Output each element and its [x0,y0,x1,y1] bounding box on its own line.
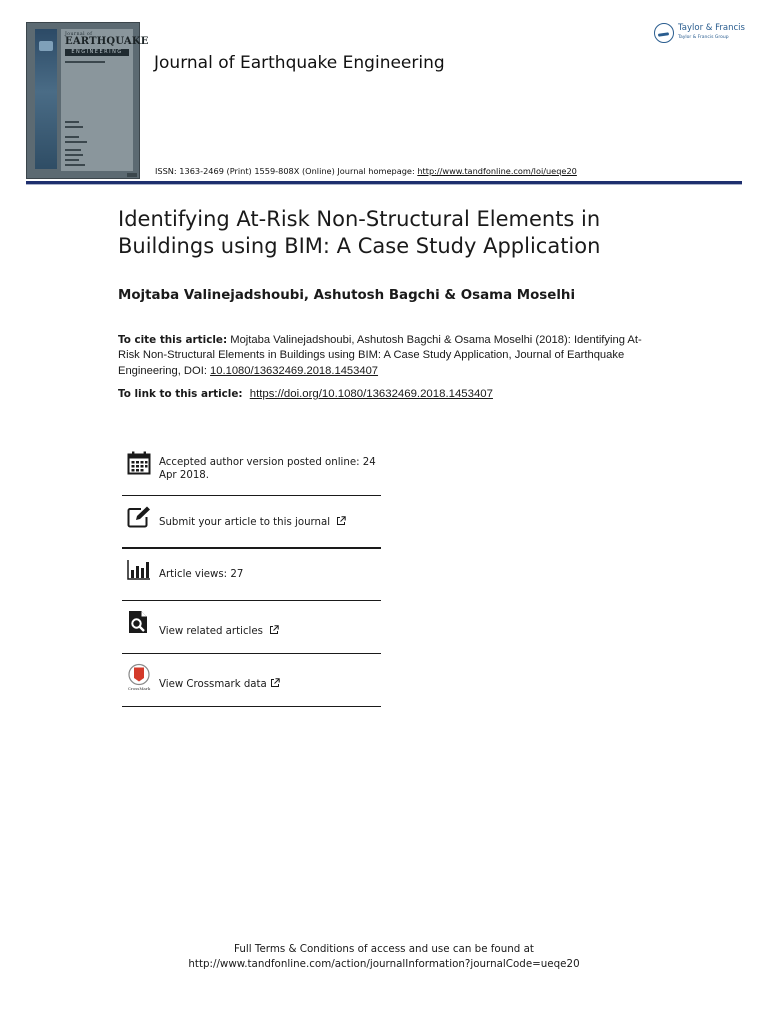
article-link-line [118,388,493,400]
cite-text: Mojtaba Valinejadshoubi, Ashutosh Bagchi & Osama Moselhi (2018): Identifying At-Risk Non-Structural Elements in Buildings using BIM: A Case Study Application, Journal of Earthquake Engineering, DOI: [118,334,642,377]
article-doi-link[interactable]: https://doi.org/10.1080/13632469.2018.1453407 [249,388,493,400]
edit-icon [127,505,151,529]
footer-terms-line1: Full Terms & Conditions of access and use can be found at [234,943,534,955]
cite-label: To cite this article: [118,334,228,346]
cite-doi-link[interactable]: 10.1080/13632469.2018.1453407 [210,364,379,377]
header-divider [26,181,742,184]
footer-terms [0,942,768,972]
publisher-group: Taylor & Francis Group [678,35,729,40]
crossmark-logo-text: CrossMark [127,686,151,691]
publisher-name: Taylor & Francis [678,23,745,33]
crossmark-label: View Crossmark data [159,679,267,690]
cover-engineering-label: ENGINEERING [65,49,129,56]
article-views-text: Article views: 27 [159,569,244,580]
related-articles-label: View related articles [159,626,263,637]
posted-online-text: Accepted author version posted online: 24 Apr 2018. [159,457,376,481]
cover-photo-strip [35,29,57,169]
calendar-icon [127,451,151,475]
crossmark-row[interactable] [122,654,381,707]
article-title: Identifying At-Risk Non-Structural Elements in Buildings using BIM: A Case Study Application [118,207,601,258]
crossmark-icon [125,663,153,691]
journal-cover-image [26,22,149,179]
bar-chart-icon [127,557,151,581]
issn-line [155,166,577,176]
related-articles-icon [127,610,151,634]
submit-article-link[interactable] [159,516,379,530]
taylor-francis-logo-icon [654,23,674,43]
external-link-icon [270,678,280,688]
submit-article-row[interactable] [122,496,381,549]
crossmark-link[interactable] [159,678,379,692]
external-link-icon [269,625,279,635]
journal-homepage-link[interactable]: http://www.tandfonline.com/loi/ueqe20 [417,166,577,176]
citation-block [118,333,658,379]
article-views-row [122,549,381,601]
issn-text: ISSN: 1363-2469 (Print) 1559-808X (Online) Journal homepage: [155,166,418,176]
cover-journal-label: Journal of [65,32,93,37]
related-articles-link[interactable] [159,625,379,639]
submit-article-label: Submit your article to this journal [159,517,331,528]
related-articles-row[interactable] [122,601,381,654]
journal-name: Journal of Earthquake Engineering [154,53,445,73]
article-authors: Mojtaba Valinejadshoubi, Ashutosh Bagchi & Osama Moselhi [118,288,576,303]
footer-terms-url[interactable]: http://www.tandfonline.com/action/journalInformation?journalCode=ueqe20 [188,958,580,970]
posted-online-row [122,441,381,496]
external-link-icon [336,516,346,526]
cover-earthquake-label: EARTHQUAKE [65,36,149,47]
article-info-panel [122,441,381,707]
link-label: To link to this article: [118,388,243,400]
publisher-logo[interactable] [654,22,746,48]
